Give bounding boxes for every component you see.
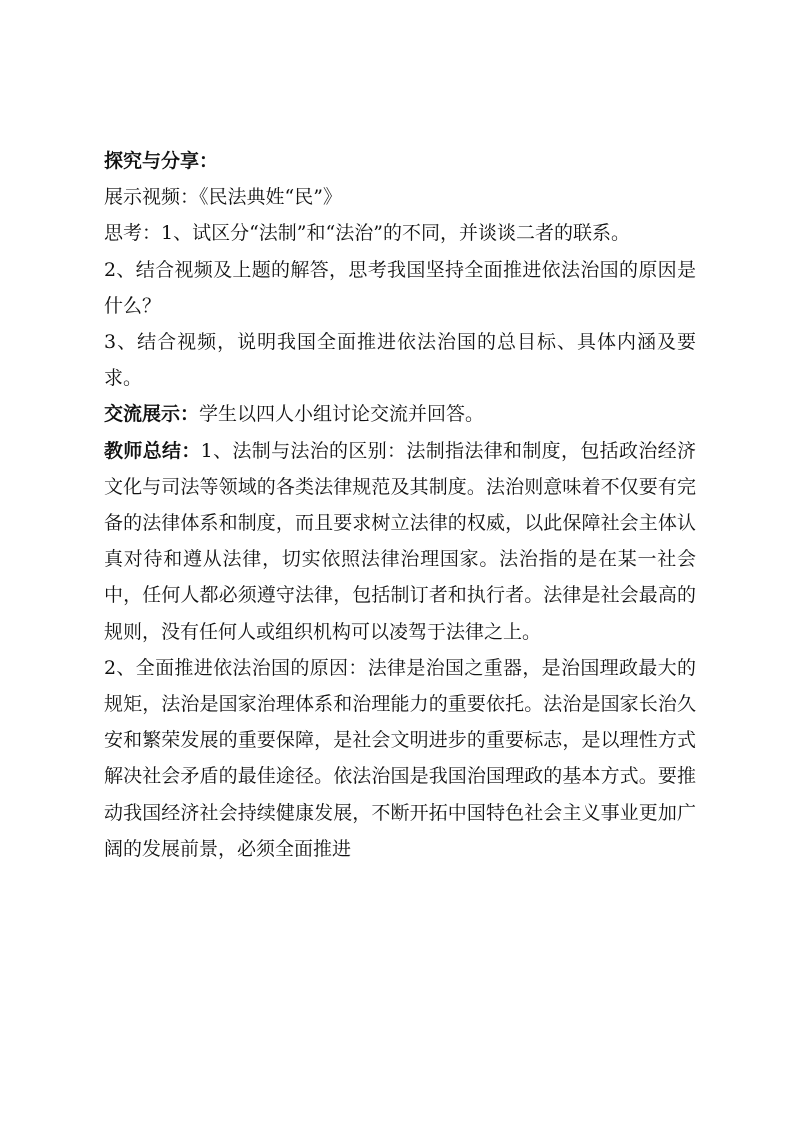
section-heading: 探究与分享： [104, 150, 219, 172]
question-1: 思考：1、试区分“法制”和“法治”的不同，并谈谈二者的联系。 [104, 222, 630, 245]
point-2-paragraph: 2、全面推进依法治国的原因：法律是治国之重器，是治国理政最大的规矩，法治是国家治理体系和治理能力的重要依托。法治是国家长治久安和繁荣发展的重要保障，是社会文明进步的重要标志，是以理性方式解决社会矛盾的最佳途径。依法治国是我国治国理政的基本方式。要推动我国经济社会持续健康发展，不断开拓中国特色社会主义事业更加广阔的发展前景，必须全面推进 [104, 656, 696, 860]
exchange-label: 交流展示： [104, 403, 200, 426]
document-body [104, 143, 696, 867]
question-3: 3、结合视频，说明我国全面推进依法治国的总目标、具体内涵及要求。 [104, 331, 696, 390]
exchange-paragraph [104, 396, 696, 432]
video-line: 展示视频：《民法典姓“民”》 [104, 186, 342, 209]
summary-label: 教师总结： [104, 439, 201, 462]
exchange-text: 学生以四人小组讨论交流并回答。 [199, 403, 485, 426]
summary-paragraph [104, 433, 696, 650]
question-2: 2、结合视频及上题的解答，思考我国坚持全面推进依法治国的原因是什么？ [104, 258, 696, 317]
summary-text: 1、法制与法治的区别：法制指法律和制度，包括政治经济文化与司法等领域的各类法律规范及其制度。法治则意味着不仅要有完备的法律体系和制度，而且要求树立法律的权威，以此保障社会主体认真对待和遵从法律，切实依照法律治理国家。法治指的是在某一社会中，任何人都必须遵守法律，包括制订者和执行者。法律是社会最高的规则，没有任何人或组织机构可以凌驾于法律之上。 [104, 439, 696, 643]
